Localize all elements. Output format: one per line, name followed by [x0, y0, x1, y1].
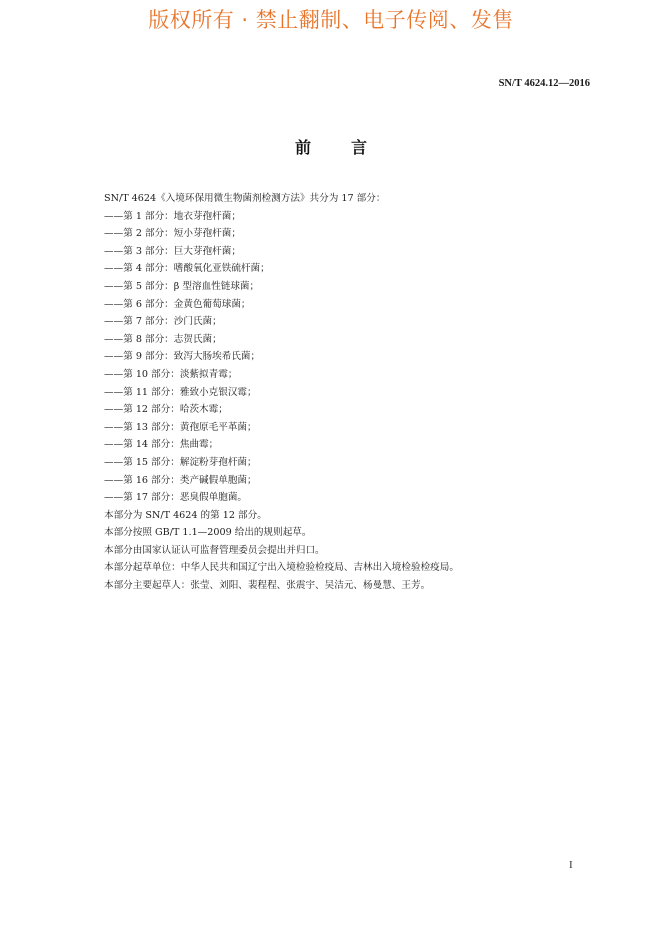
- note-paragraph: 本部分主要起草人：张莹、刘阳、裴程程、张震宇、吴洁元、杨曼慧、王芳。: [104, 580, 431, 592]
- intro-paragraph: SN/T 4624《入境环保用微生物菌剂检测方法》共分为 17 部分：: [104, 193, 386, 204]
- list-item: ——第 5 部分：β 型溶血性链球菌；: [104, 280, 260, 292]
- note-paragraph: 本部分由国家认证认可监督管理委员会提出并归口。: [104, 544, 325, 556]
- copyright-banner: 版权所有 · 禁止翻制、电子传阅、发售: [148, 8, 514, 32]
- list-item: ——第 4 部分：嗜酸氧化亚铁硫杆菌；: [104, 263, 270, 275]
- foreword-body: [104, 190, 604, 595]
- list-item: ——第 12 部分：哈茨木霉；: [104, 404, 228, 416]
- list-item: ——第 7 部分：沙门氏菌；: [104, 316, 222, 328]
- list-item: ——第 10 部分：淡紫拟青霉；: [104, 368, 238, 380]
- list-item: ——第 1 部分：地衣芽孢杆菌；: [104, 210, 241, 222]
- list-item: ——第 3 部分：巨大芽孢杆菌；: [104, 245, 241, 257]
- list-item: ——第 16 部分：类产碱假单胞菌；: [104, 474, 257, 486]
- page-number: I: [569, 859, 573, 871]
- list-item: ——第 2 部分：短小芽孢杆菌；: [104, 228, 241, 240]
- notes-list: [104, 507, 604, 595]
- note-paragraph: 本部分按照 GB/T 1.1—2009 给出的规则起草。: [104, 527, 312, 539]
- list-item: ——第 9 部分：致泻大肠埃希氏菌；: [104, 351, 261, 363]
- standard-code: SN/T 4624.12—2016: [498, 78, 590, 89]
- note-paragraph: 本部分起草单位：中华人民共和国辽宁出入境检验检疫局、吉林出入境检验检疫局。: [104, 562, 459, 574]
- list-item: ——第 15 部分：解淀粉芽孢杆菌；: [104, 456, 257, 468]
- parts-list: [104, 208, 604, 507]
- note-paragraph: 本部分为 SN/T 4624 的第 12 部分。: [104, 509, 267, 521]
- list-item: ——第 13 部分：黄孢原毛平革菌；: [104, 421, 257, 433]
- list-item: ——第 8 部分：志贺氏菌；: [104, 333, 222, 345]
- page-title: 前言: [294, 138, 407, 157]
- list-item: ——第 14 部分：焦曲霉；: [104, 439, 219, 451]
- list-item: ——第 17 部分：恶臭假单胞菌。: [104, 492, 248, 504]
- list-item: ——第 11 部分：雅致小克银汉霉；: [104, 386, 257, 398]
- list-item: ——第 6 部分：金黄色葡萄球菌；: [104, 298, 251, 310]
